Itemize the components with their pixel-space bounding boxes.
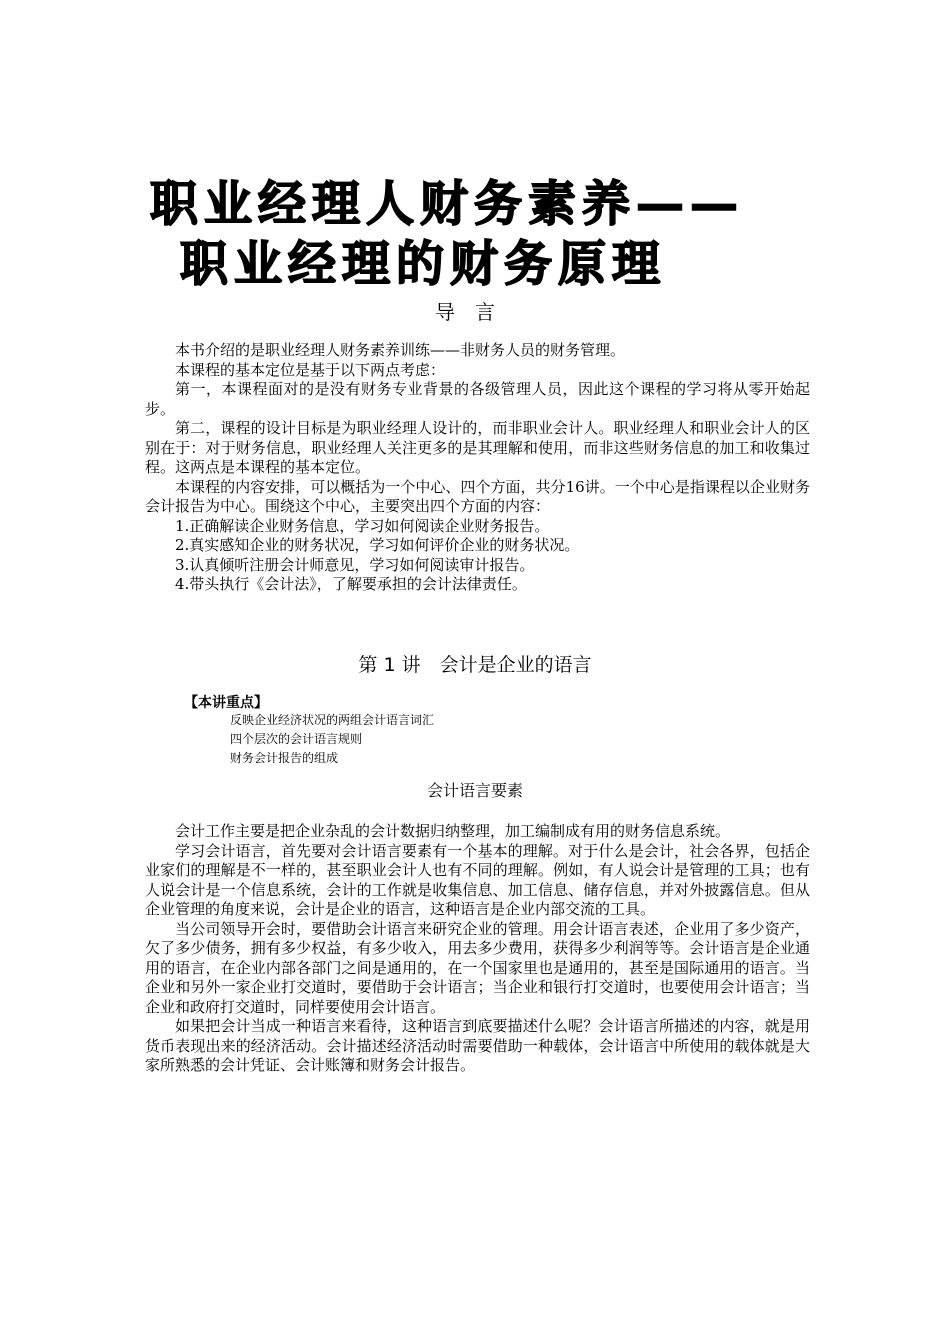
key-point-item: 财务会计报告的组成 (230, 751, 339, 765)
section-paragraph: 会计工作主要是把企业杂乱的会计数据归纳整理，加工编制成有用的财务信息系统。 (175, 822, 731, 840)
introduction-heading: 导言 (435, 300, 515, 324)
main-title-line-1: 职业经理人财务素养—— (150, 176, 745, 232)
intro-list-item: 1.正确解读企业财务信息，学习如何阅读企业财务报告。 (175, 516, 550, 535)
key-points-list (230, 711, 434, 768)
section-paragraph: 当公司领导开会时，要借助会计语言来研究企业的管理。用会计语言表述，企业用了多少资产，欠了多少债务，拥有多少权益，有多少收入，用去多少费用，获得多少利润等等。会计语言是企业通用的语言，在企业内部各部门之间是通用的，在一个国家里也是通用的，甚至是国际通用的语言。当企业和另外一家企业打交道时，要借助于会计语言；当企业和银行打交道时，也要使用会计语言；当企业和政府打交道时，同样要使用会计语言。 (145, 919, 810, 1016)
intro-list-item: 2.真实感知企业的财务状况，学习如何评价企业的财务状况。 (175, 536, 580, 554)
intro-paragraph: 本书介绍的是职业经理人财务素养训练——非财务人员的财务管理。 (175, 341, 626, 359)
intro-paragraph: 本课程的基本定位是基于以下两点考虑： (175, 360, 446, 379)
intro-paragraph: 本课程的内容安排，可以概括为一个中心、四个方面，共分16讲。一个中心是指课程以企业财务会计报告为中心。围绕这个中心，主要突出四个方面的内容： (145, 477, 810, 515)
key-point-item: 四个层次的会计语言规则 (230, 732, 363, 746)
main-title-line-2: 职业经理的财务原理 (180, 236, 667, 292)
key-point-item: 反映企业经济状况的两组会计语言词汇 (230, 713, 435, 727)
intro-list-item: 4.带头执行《会计法》，了解要承担的会计法律责任。 (175, 575, 527, 593)
intro-list-item: 3.认真倾听注册会计师意见，学习如何阅读审计报告。 (175, 555, 535, 574)
section-body (145, 822, 810, 1076)
key-points-heading: 【本讲重点】 (184, 695, 268, 711)
intro-paragraph: 第二，课程的设计目标是为职业经理人设计的，而非职业会计人。职业经理人和职业会计人的区别在于：对于财务信息，职业经理人关注更多的是其理解和使用，而非这些财务信息的加工和收集过程。这两点是本课程的基本定位。 (145, 419, 810, 476)
lecture-title: 第 1 讲 会计是企业的语言 (358, 654, 592, 676)
section-title: 会计语言要素 (426, 781, 523, 800)
intro-paragraph: 第一，本课程面对的是没有财务专业背景的各级管理人员，因此这个课程的学习将从零开始起步。 (145, 380, 810, 418)
introduction-body (145, 341, 810, 595)
section-paragraph: 如果把会计当成一种语言来看待，这种语言到底要描述什么呢？会计语言所描述的内容，就是用货币表现出来的经济活动。会计描述经济活动时需要借助一种载体，会计语言中所使用的载体就是大家所熟悉的会计凭证、会计账簿和财务会计报告。 (145, 1017, 810, 1074)
section-paragraph: 学习会计语言，首先要对会计语言要素有一个基本的理解。对于什么是会计，社会各界，包括企业家们的理解是不一样的，甚至职业会计人也有不同的理解。例如，有人说会计是管理的工具；也有人说会计是一个信息系统，会计的工作就是收集信息、加工信息、储存信息，并对外披露信息。但从企业管理的角度来说，会计是企业的语言，这种语言是企业内部交流的工具。 (145, 841, 810, 918)
